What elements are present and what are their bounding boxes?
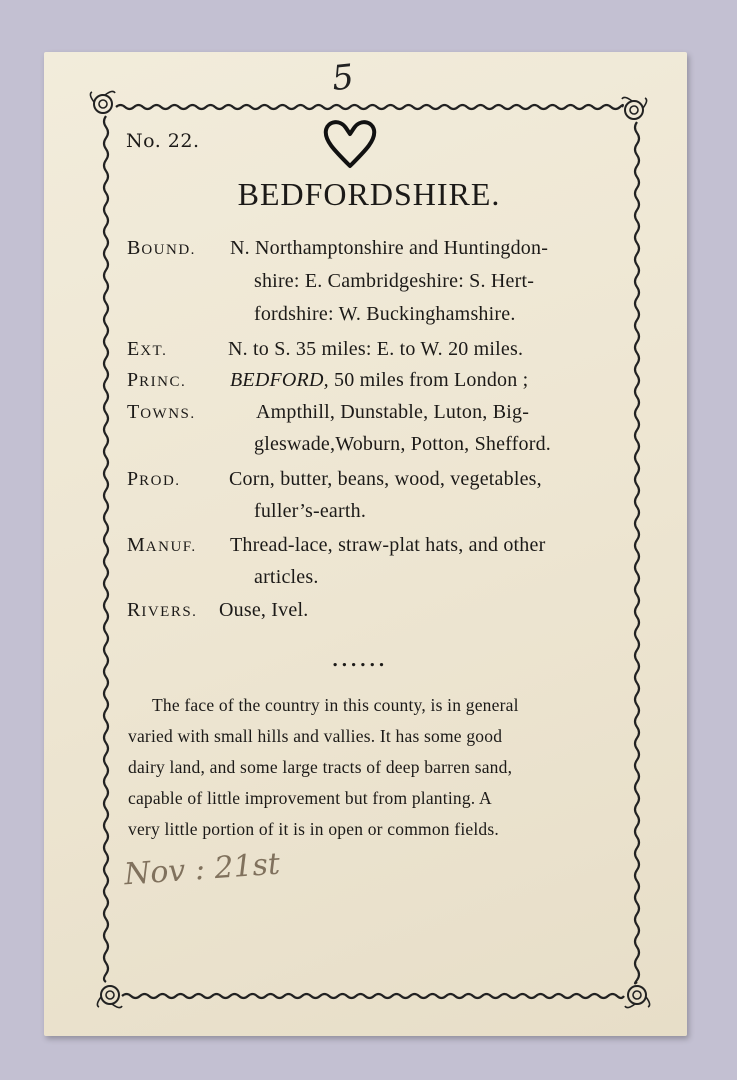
card-number: No. 22. (126, 130, 200, 152)
label-ext: EXT. (127, 338, 168, 360)
paragraph-line-3: dairy land, and some large tracts of deep barren sand, (128, 757, 513, 777)
bound-line-2: shire: E. Cambridgeshire: S. Hert- (254, 270, 535, 292)
label-towns: TOWNS. (127, 401, 196, 423)
handwritten-number: 5 (329, 56, 356, 100)
label-princ: PRINC. (127, 369, 187, 391)
paragraph-line-5: very little portion of it is in open or common fields. (128, 819, 499, 839)
manuf-line-1: Thread-lace, straw-plat hats, and other (230, 534, 546, 556)
princ-line: BEDFORD, 50 miles from London ; (230, 369, 529, 391)
bound-line-1: N. Northamptonshire and Huntingdon- (230, 237, 549, 259)
handwritten-date: Nov : 21st (122, 846, 282, 893)
separator-dots: ...... (332, 650, 388, 671)
prod-line-1: Corn, butter, beans, wood, vegetables, (229, 468, 542, 490)
paragraph-line-2: varied with small hills and vallies. It has some good (128, 726, 503, 746)
prod-line-2: fuller’s-earth. (254, 500, 367, 522)
manuf-line-2: articles. (254, 566, 319, 588)
label-bound: BOUND. (127, 237, 196, 259)
paragraph-line-4: capable of little improvement but from planting. A (128, 788, 492, 808)
corner-swirl-ornament-icon (90, 91, 115, 113)
bound-line-3: fordshire: W. Buckinghamshire. (254, 303, 516, 325)
rivers-line: Ouse, Ivel. (219, 599, 309, 621)
label-prod: PROD. (127, 468, 181, 490)
label-rivers: RIVERS. (127, 599, 198, 621)
ext-line-1: N. to S. 35 miles: E. to W. 20 miles. (228, 338, 524, 360)
county-title: BEDFORDSHIRE. (237, 176, 501, 212)
label-manuf: MANUF. (127, 534, 197, 556)
principal-town: BEDFORD, (230, 369, 329, 391)
corner-swirl-ornament-icon (97, 986, 122, 1008)
corner-swirl-ornament-icon (625, 986, 650, 1008)
towns-line-1: Ampthill, Dunstable, Luton, Big- (256, 401, 530, 423)
towns-line-2: gleswade,Woburn, Potton, Shefford. (254, 433, 552, 455)
paragraph-line-1: The face of the country in this county, is in general (152, 695, 519, 715)
county-card (44, 52, 687, 1036)
heart-icon (320, 118, 380, 170)
corner-swirl-ornament-icon (622, 97, 647, 119)
